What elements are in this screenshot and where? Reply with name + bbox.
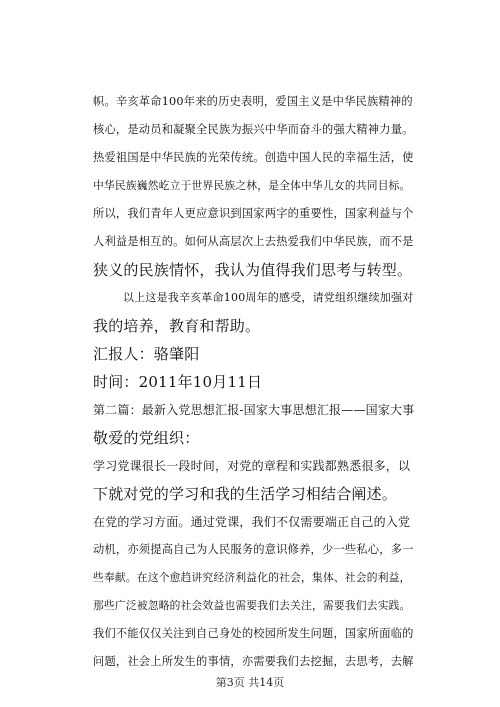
text-line: 帜。辛亥革命100年来的历史表明，爱国主义是中华民族精神的 (93, 95, 413, 108)
text-line: 问题，社会上所发生的事情，亦需要我们去挖掘，去思考，去解 (93, 655, 414, 668)
text-line: 我的培养，教育和帮助。 (93, 317, 261, 335)
text-line: 以上这是我辛亥革命100周年的感受，请党组织继续加强对 (123, 291, 414, 304)
text-line: 中华民族巍然屹立于世界民族之林，是全体中华儿女的共同目标。 (93, 179, 411, 192)
text-line: 所以，我们青年人更应意识到国家两字的重要性，国家利益与个 (93, 207, 414, 220)
text-line: 学习党课很长一段时间，对党的章程和实践都熟悉很多，以 (93, 459, 411, 473)
text-line: 在党的学习方面。通过党课，我们不仅需要端正自己的入党 (93, 515, 411, 529)
salutation-line: 敬爱的党组织： (93, 429, 200, 447)
reporter-line: 汇报人：骆肇阳 (93, 345, 200, 363)
text-line: 些奉献。在这个愈趋讲究经济利益化的社会，集体、社会的利益， (93, 571, 411, 584)
text-line: 狭义的民族情怀，我认为值得我们思考与转型。 (93, 261, 413, 279)
text-line: 人利益是相互的。如何从高层次上去热爱我们中华民族，而不是 (93, 235, 414, 248)
text-line: 我们不能仅仅关注到自己身处的校园所发生问题，国家所面临的 (93, 627, 414, 640)
text-line: 核心，是动员和凝聚全民族为振兴中华而奋斗的强大精神力量。 (93, 123, 414, 136)
page-footer: 第3页 共14页 (215, 676, 285, 689)
text-line: 热爱祖国是中华民族的光荣传统。创造中国人民的幸福生活，使 (93, 151, 414, 164)
section-title: 第二篇：最新入党思想汇报-国家大事思想汇报——国家大事 (93, 403, 415, 417)
date-line: 时间：2011年10月11日 (93, 373, 263, 391)
text-line: 那些广泛被忽略的社会效益也需要我们去关注，需要我们去实践。 (93, 599, 411, 612)
text-line: 动机，亦须提高自己为人民服务的意识修养，少一些私心，多一 (93, 543, 414, 556)
text-line: 下就对党的学习和我的生活学习相结合阐述。 (93, 485, 398, 503)
